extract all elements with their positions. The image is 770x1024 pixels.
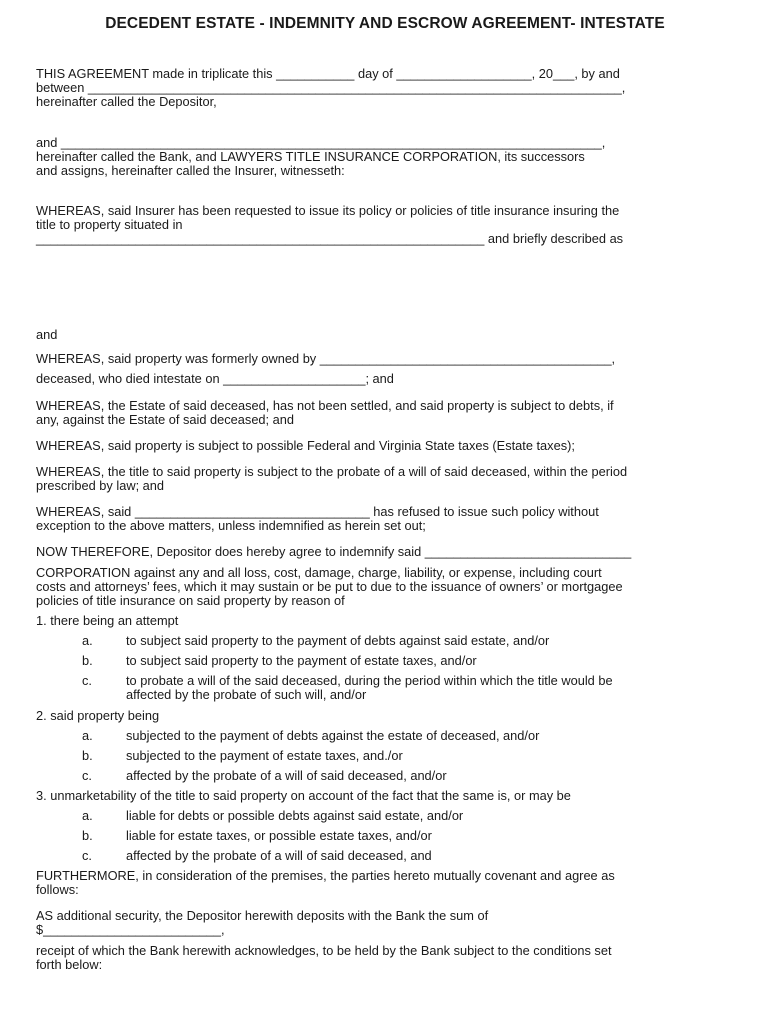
list-3-c-letter: c. [82, 848, 92, 863]
bank-line-3: and assigns, hereinafter called the Insurer, witnesseth: [36, 163, 345, 178]
list-3-c-text: affected by the probate of a will of said deceased, and [126, 848, 432, 863]
list-2-a-text: subjected to the payment of debts against the estate of deceased, and/or [126, 728, 540, 743]
list-3-a-letter: a. [82, 808, 93, 823]
whereas-insurer-line-2: title to property situated in [36, 217, 183, 232]
now-therefore-line-4: policies of title insurance on said property by reason of [36, 593, 345, 608]
list-1-a-letter: a. [82, 633, 93, 648]
document-title: DECEDENT ESTATE - INDEMNITY AND ESCROW AGREEMENT- INTESTATE [105, 15, 665, 32]
list-1-a-text: to subject said property to the payment of debts against said estate, and/or [126, 633, 550, 648]
whereas-insurer-line-3: _______________________________________________________________ and briefly described as [36, 231, 624, 246]
now-therefore-line-2: CORPORATION against any and all loss, cost, damage, charge, liability, or expense, including court [36, 565, 602, 580]
list-1-b-text: to subject said property to the payment of estate taxes, and/or [126, 653, 477, 668]
whereas-probate-line-1: WHEREAS, the title to said property is subject to the probate of a will of said deceased, within the period [36, 464, 628, 479]
list-1-c-text: to probate a will of the said deceased, during the period within which the title would be [126, 673, 613, 688]
security-line-4: forth below: [36, 957, 103, 972]
whereas-owned-line-1: WHEREAS, said property was formerly owned by _________________________________________, [36, 351, 616, 366]
whereas-estate-line-1: WHEREAS, the Estate of said deceased, has not been settled, and said property is subject to debts, if [36, 398, 614, 413]
list-2-c-letter: c. [82, 768, 92, 783]
and-word: and [36, 327, 58, 342]
list-1-c-text-2: affected by the probate of such will, and/or [126, 687, 367, 702]
list-3-head: 3. unmarketability of the title to said property on account of the fact that the same is, or may be [36, 788, 571, 803]
list-2-b-text: subjected to the payment of estate taxes, and./or [126, 748, 403, 763]
intro-line-2: between ___________________________________________________________________________, [36, 80, 626, 95]
now-therefore-line-3: costs and attorneys’ fees, which it may sustain or be put to due to the issuance of owners’ or mortgagee [36, 579, 623, 594]
bank-line-2: hereinafter called the Bank, and LAWYERS TITLE INSURANCE CORPORATION, its successors [36, 149, 585, 164]
whereas-taxes: WHEREAS, said property is subject to possible Federal and Virginia State taxes (Estate taxes); [36, 438, 575, 453]
list-1-c-letter: c. [82, 673, 92, 688]
whereas-probate-line-2: prescribed by law; and [36, 478, 165, 493]
whereas-refused-line-2: exception to the above matters, unless indemnified as herein set out; [36, 518, 426, 533]
list-1-b-letter: b. [82, 653, 93, 668]
whereas-estate-line-2: any, against the Estate of said deceased; and [36, 412, 295, 427]
list-2-c-text: affected by the probate of a will of said deceased, and/or [126, 768, 447, 783]
list-2-a-letter: a. [82, 728, 93, 743]
list-2-b-letter: b. [82, 748, 93, 763]
furthermore-line-2: follows: [36, 882, 79, 897]
security-line-3: receipt of which the Bank herewith acknowledges, to be held by the Bank subject to the conditions set [36, 943, 612, 958]
whereas-insurer-line-1: WHEREAS, said Insurer has been requested to issue its policy or policies of title insurance insuring the [36, 203, 620, 218]
intro-line-3: hereinafter called the Depositor, [36, 94, 217, 109]
bank-line-1: and ____________________________________________________________________________, [36, 135, 606, 150]
intro-line-1: THIS AGREEMENT made in triplicate this ___________ day of ___________________, 20___, by and [36, 66, 620, 81]
whereas-refused-line-1: WHEREAS, said _________________________________ has refused to issue such policy without [36, 504, 599, 519]
list-3-b-text: liable for estate taxes, or possible estate taxes, and/or [126, 828, 432, 843]
security-line-1: AS additional security, the Depositor herewith deposits with the Bank the sum of [36, 908, 489, 923]
list-1-head: 1. there being an attempt [36, 613, 179, 628]
security-line-2: $_________________________, [36, 922, 225, 937]
list-2-head: 2. said property being [36, 708, 160, 723]
whereas-owned-line-2: deceased, who died intestate on ____________________; and [36, 371, 394, 386]
now-therefore-line-1: NOW THEREFORE, Depositor does hereby agree to indemnify said _____________________________ [36, 544, 632, 559]
list-3-b-letter: b. [82, 828, 93, 843]
furthermore-line-1: FURTHERMORE, in consideration of the premises, the parties hereto mutually covenant and agree as [36, 868, 615, 883]
list-3-a-text: liable for debts or possible debts against said estate, and/or [126, 808, 464, 823]
